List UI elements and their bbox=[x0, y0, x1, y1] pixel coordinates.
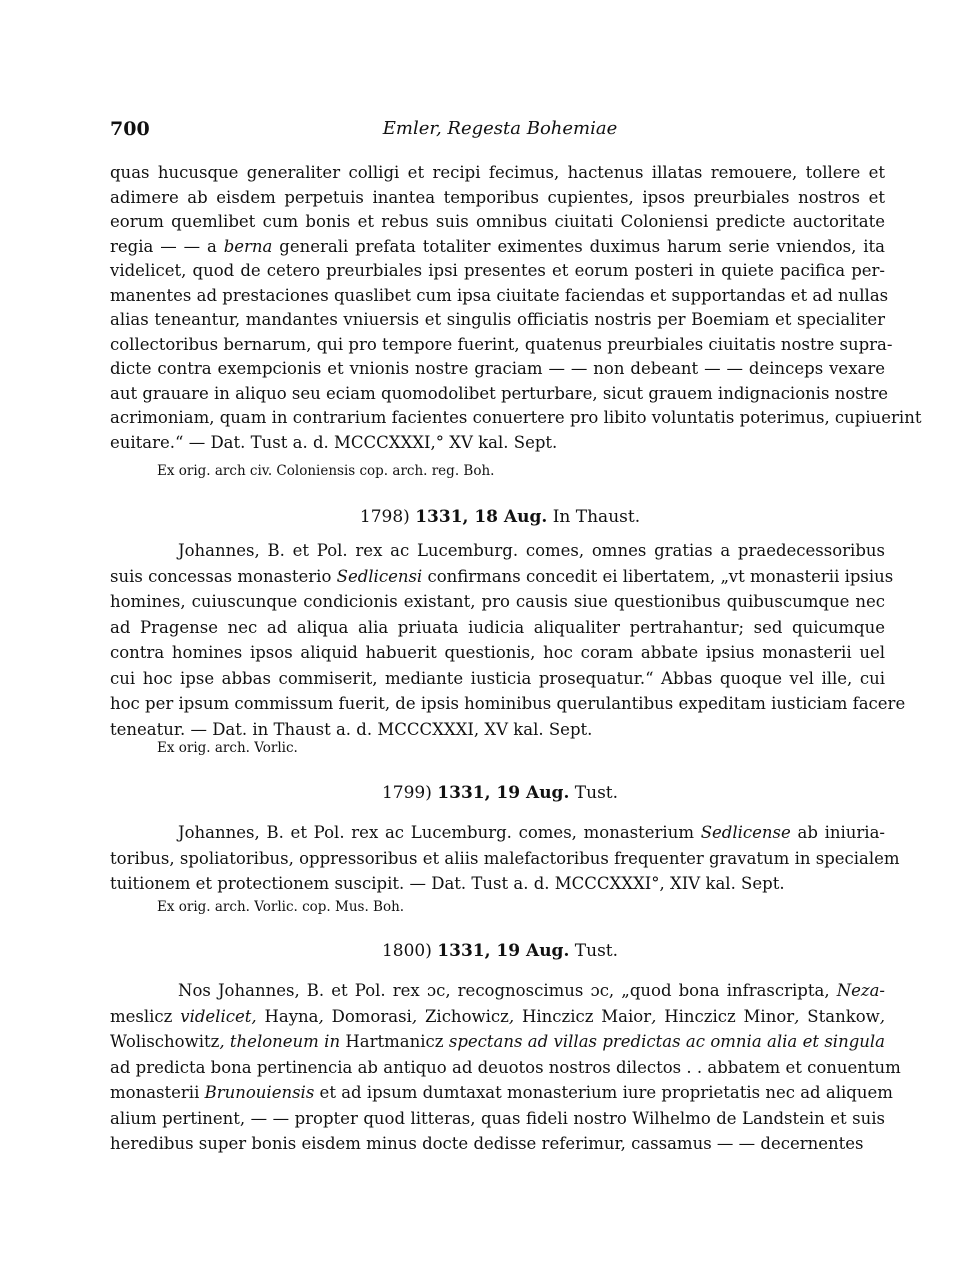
text-line bbox=[178, 980, 885, 1002]
text-line bbox=[110, 566, 894, 588]
running-title: Emler, Regesta Bohemiae bbox=[382, 118, 618, 139]
text-line: teneatur. — Dat. in Thaust a. d. MCCCXXXI, XV kal. Sept. bbox=[110, 719, 593, 739]
italic-name: , bbox=[651, 1006, 665, 1026]
italic-name: , bbox=[318, 1006, 332, 1026]
text-line bbox=[110, 1006, 885, 1028]
text-line bbox=[110, 1082, 893, 1104]
text-line: quas hucusque generaliter colligi et recipi fecimus, hactenus illatas remouere, tollere et bbox=[110, 163, 885, 182]
text-span: suis concessas monasterio bbox=[110, 566, 337, 586]
text-span: ab iniuria- bbox=[790, 823, 885, 842]
source-note: Ex orig. arch. Vorlic. cop. Mus. Boh. bbox=[157, 899, 405, 915]
text-line: ad predicta bona pertinencia ab antiquo ad deuotos nostros dilectos . . abbatem et conuentum bbox=[110, 1057, 901, 1077]
text-span: Johannes, B. et Pol. rex ac Lucemburg. comes, monasterium bbox=[178, 823, 701, 842]
page-header bbox=[110, 118, 890, 144]
text-span: Zichowicz bbox=[424, 1006, 509, 1026]
text-span: generali prefata totaliter eximentes duximus harum serie vniendos, ita bbox=[272, 236, 885, 256]
text-span: Nos Johannes, B. et Pol. rex ɔc, recognoscimus ɔc, „quod bona infrascripta, bbox=[178, 981, 837, 1000]
italic-name: , bbox=[411, 1006, 425, 1026]
regest-place: Tust. bbox=[569, 941, 619, 961]
text-span: Wolischowitz bbox=[110, 1032, 220, 1051]
regest-heading bbox=[110, 507, 890, 527]
text-span: Hinczicz Maior bbox=[521, 1006, 652, 1026]
regest-heading bbox=[110, 941, 890, 961]
regest-heading bbox=[110, 783, 890, 803]
text-span: Domorasi bbox=[331, 1006, 412, 1026]
text-line: euitare.“ — Dat. Tust a. d. MCCCXXXI,° XV kal. Sept. bbox=[110, 432, 558, 452]
text-span: Hartmanicz bbox=[345, 1032, 444, 1051]
text-line: Johannes, B. et Pol. rex ac Lucemburg. comes, omnes gratias a praedecessoribus bbox=[178, 541, 885, 560]
italic-name: , theloneum in bbox=[219, 1032, 346, 1051]
text-line: collectoribus bernarum, qui pro tempore fuerint, quatenus preurbiales ciuitatis nostre supra- bbox=[110, 334, 893, 354]
text-line: toribus, spoliatoribus, oppressoribus et aliis malefactoribus frequenter gravatum in specialem bbox=[110, 848, 900, 868]
text-line: aut grauare in aliquo seu eciam quomodolibet perturbare, sicut grauem indignacionis nostre bbox=[110, 383, 889, 403]
text-line: heredibus super bonis eisdem minus docte dedisse referimur, cassamus — — decernentes bbox=[110, 1134, 864, 1153]
text-line: acrimoniam, quam in contrarium facientes conuertere pro libito voluntatis poterimus, cupiuerint bbox=[110, 408, 922, 427]
text-line: alium pertinent, — — propter quod litteras, quas fideli nostro Wilhelmo de Landstein et suis bbox=[110, 1108, 885, 1128]
regest-number: 1799) bbox=[381, 783, 438, 803]
regest-date: 1331, 18 Aug. bbox=[415, 507, 548, 527]
italic-name: , bbox=[879, 1006, 886, 1026]
text-span: Hayna bbox=[264, 1006, 319, 1026]
regest-place: Tust. bbox=[569, 783, 619, 803]
source-note: Ex orig. arch civ. Coloniensis cop. arch. reg. Boh. bbox=[157, 463, 495, 479]
regest-date: 1331, 19 Aug. bbox=[437, 783, 570, 803]
italic-name: videlicet, bbox=[172, 1006, 265, 1026]
page-number: 700 bbox=[110, 118, 150, 140]
italic-name: Sedlicensi bbox=[336, 566, 423, 586]
regest-number: 1798) bbox=[359, 507, 416, 527]
text-span: regia — — a bbox=[110, 236, 224, 256]
text-line: ad Pragense nec ad aliqua alia priuata iudicia aliqualiter pertrahantur; sed quicumque bbox=[110, 617, 885, 637]
source-note: Ex orig. arch. Vorlic. bbox=[157, 740, 298, 756]
italic-name: , bbox=[794, 1006, 808, 1026]
italic-name: Brunouiensis bbox=[204, 1083, 315, 1102]
text-span: monasterii bbox=[110, 1083, 205, 1102]
regest-number: 1800) bbox=[381, 941, 438, 961]
text-line: adimere ab eisdem perpetuis inantea temporibus cupientes, ipsos preurbiales nostros et bbox=[110, 187, 885, 207]
text-line bbox=[178, 822, 885, 844]
italic-name: Neza- bbox=[836, 981, 885, 1000]
text-line: dicte contra exempcionis et vnionis nostre graciam — — non debeant — — deinceps vexare bbox=[110, 359, 885, 378]
page bbox=[110, 0, 922, 1274]
text-line: homines, cuiuscunque condicionis existant, pro causis siue questionibus quibuscumque nec bbox=[110, 592, 885, 611]
text-span: meslicz bbox=[110, 1006, 173, 1026]
text-line: videlicet, quod de cetero preurbiales ipsi presentes et eorum posteri in quiete pacifica per- bbox=[110, 261, 885, 280]
text-line: manentes ad prestaciones quaslibet cum ipsa ciuitate faciendas et supportandas et ad nullas bbox=[110, 285, 889, 305]
text-line: cui hoc ipse abbas commiserit, mediante iusticia prosequatur.“ Abbas quoque vel ille, cui bbox=[110, 668, 885, 688]
text-line: contra homines ipsos aliquid habuerit questionis, hoc coram abbate ipsius monasterii uel bbox=[110, 643, 885, 662]
text-line bbox=[110, 1031, 885, 1053]
text-line: alias teneantur, mandantes vniuersis et singulis officiatis nostris per Boemiam et specialiter bbox=[110, 310, 885, 329]
text-span: Hinczicz Minor bbox=[664, 1006, 795, 1026]
italic-name: Sedlicense bbox=[700, 823, 791, 842]
text-line: tuitionem et protectionem suscipit. — Dat. Tust a. d. MCCCXXXI°, XIV kal. Sept. bbox=[110, 874, 785, 893]
italic-name: spectans ad villas predictas ac omnia alia et singula bbox=[443, 1032, 885, 1051]
text-span: confirmans concedit ei libertatem, „vt monasterii ipsius bbox=[422, 566, 894, 586]
text-span: Stankow bbox=[807, 1006, 880, 1026]
text-line bbox=[110, 236, 885, 258]
text-line: hoc per ipsum commissum fuerit, de ipsis hominibus querulantibus expeditam iusticiam facere bbox=[110, 694, 906, 713]
regest-place: In Thaust. bbox=[547, 507, 641, 527]
regest-date: 1331, 19 Aug. bbox=[437, 941, 570, 961]
italic-name: , bbox=[508, 1006, 522, 1026]
text-line: eorum quemlibet cum bonis et rebus suis omnibus ciuitati Coloniensi predicte auctoritate bbox=[110, 212, 885, 231]
italic-name: berna bbox=[223, 236, 273, 256]
text-span: et ad ipsum dumtaxat monasterium iure proprietatis nec ad aliquem bbox=[314, 1083, 893, 1102]
